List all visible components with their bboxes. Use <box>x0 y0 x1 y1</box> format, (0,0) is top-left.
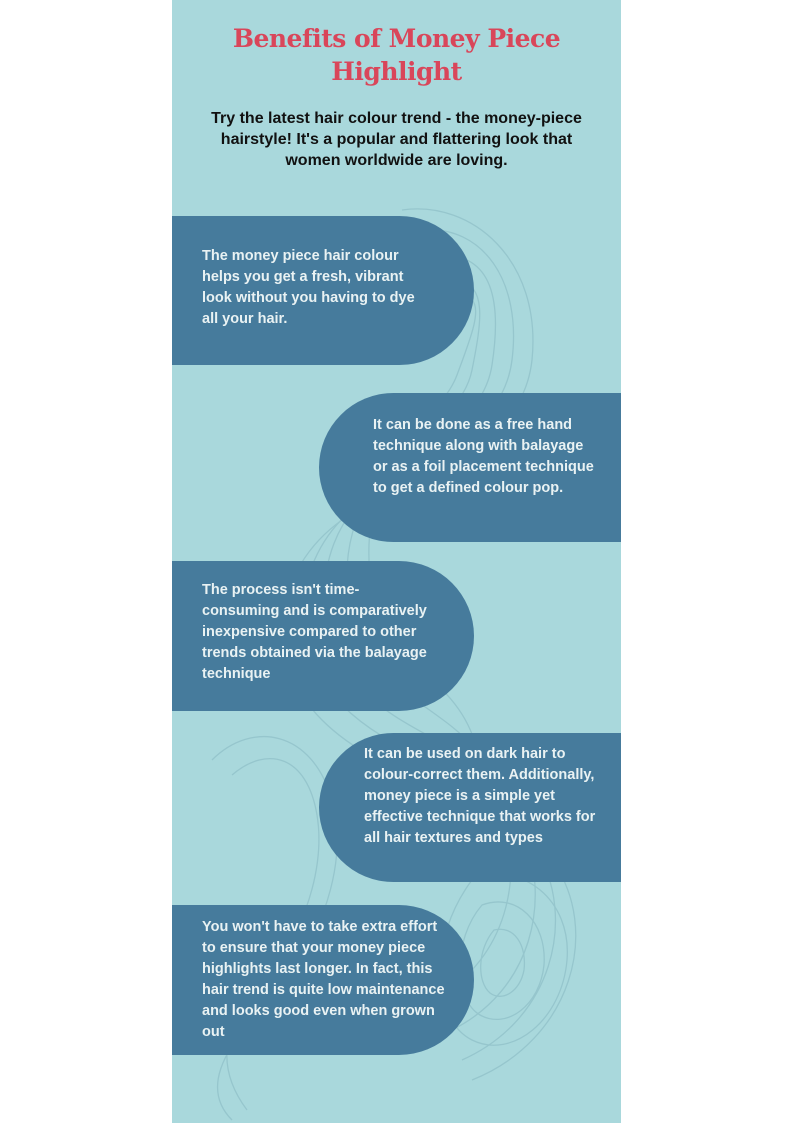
benefit-text-5: You won't have to take extra effort to ensure that your money piece highlights last longer. In fact, this hair trend is quite low maintenance and looks good even when grown out <box>202 919 445 1040</box>
benefit-card-5 <box>172 905 474 1055</box>
benefit-card-1 <box>172 216 474 365</box>
benefit-card-3 <box>172 561 474 711</box>
page-title: Benefits of Money Piece Highlight <box>232 24 561 86</box>
infographic-panel <box>172 0 621 1123</box>
benefit-text-3: The process isn't time-consuming and is comparatively inexpensive compared to other trends obtained via the balayage technique <box>202 582 427 682</box>
benefit-text-4: It can be used on dark hair to colour-correct them. Additionally, money piece is a simple yet effective technique that works for all hair textures and types <box>364 746 596 846</box>
benefit-card-2 <box>319 393 621 542</box>
benefit-card-4 <box>319 733 621 882</box>
benefit-text-2: It can be done as a free hand technique along with balayage or as a foil placement technique to get a defined colour pop. <box>373 417 594 496</box>
intro-text: Try the latest hair colour trend - the money-piece hairstyle! It's a popular and flattering look that women worldwide are loving. <box>211 110 582 169</box>
benefit-text-1: The money piece hair colour helps you get a fresh, vibrant look without you having to dye all your hair. <box>202 248 415 327</box>
